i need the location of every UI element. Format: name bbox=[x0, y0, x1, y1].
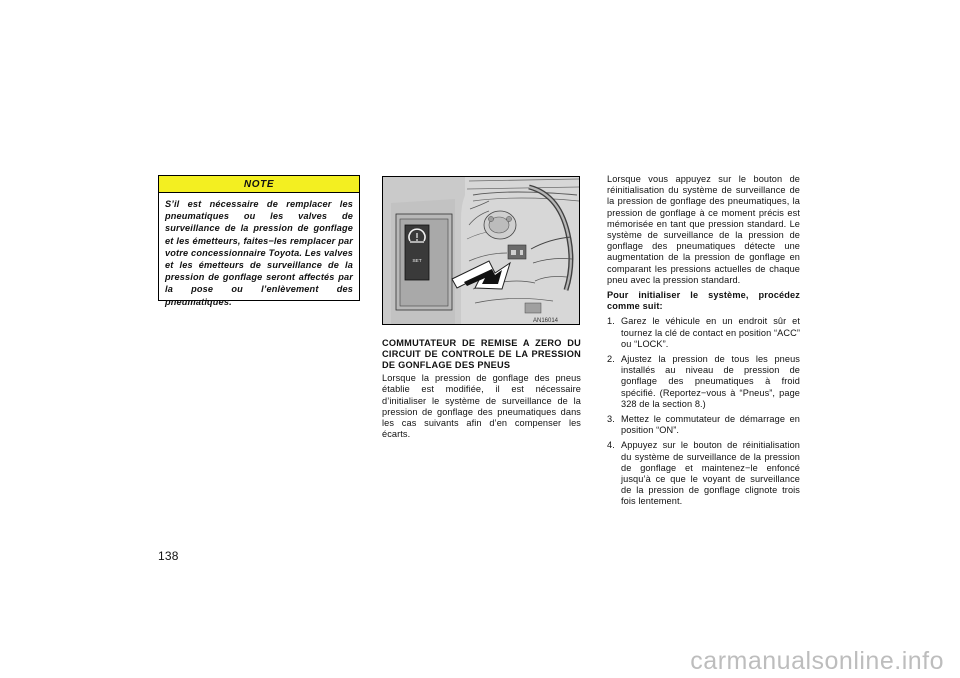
section-paragraph: Lorsque la pression de gonflage des pneus établie est modifiée, il est nécessaire d’initialiser le système de surveillance de la pression de gonflage des pneumatiques dans les cas suivants afin d’en compenser les écarts. bbox=[382, 373, 581, 440]
note-header: NOTE bbox=[159, 176, 359, 193]
dashboard-illustration bbox=[382, 176, 580, 325]
figure-code: AN16014 bbox=[533, 318, 559, 324]
intro-paragraph: Lorsque vous appuyez sur le bouton de réinitialisation du système de surveillance de la pression de gonflage des pneumatiques, la pression de gonflage à ce moment précis est mémorisée en tant que pression standard. Le système de surveillance de la pression de gonflage des pneumatiques détecte une augmentation de la pression de gonflage en comparant les pressions actuelles de chaque pneu avec la pression standard. bbox=[607, 174, 800, 285]
step-number: 4. bbox=[607, 440, 615, 451]
step-text: Ajustez la pression de tous les pneus installés au niveau de pression de gonflage des pneumatiques à froid spécifié. (Reportez−vous à “Pneus”, page 328 de la section 8.) bbox=[621, 354, 800, 409]
step-text: Mettez le commutateur de démarrage en position “ON”. bbox=[621, 414, 800, 436]
step-item bbox=[607, 354, 800, 410]
step-number: 3. bbox=[607, 414, 615, 425]
step-item bbox=[607, 440, 800, 507]
section-heading: COMMUTATEUR DE REMISE A ZERO DU CIRCUIT DE CONTROLE DE LA PRESSION DE GONFLAGE DES PNEUS bbox=[382, 338, 581, 370]
footer-watermark: carmanualsonline.info bbox=[690, 647, 944, 675]
steps-heading: Pour initialiser le système, procédez comme suit: bbox=[607, 290, 800, 312]
page-number: 138 bbox=[158, 549, 179, 563]
right-column bbox=[607, 174, 800, 508]
step-number: 1. bbox=[607, 316, 615, 327]
step-number: 2. bbox=[607, 354, 615, 365]
step-text: Appuyez sur le bouton de réinitialisation du système de surveillance de la pression de gonflage et maintenez−le enfoncé jusqu’à ce que le voyant de surveillance de la pression de gonflage clignote trois fois lentement. bbox=[621, 440, 800, 507]
note-text: S’il est nécessaire de remplacer les pneumatiques ou les valves de surveillance de la pression de gonflage et les émetteurs, faites−les remplacer par votre concessionnaire Toyota. Les valves et les émetteurs de surveillance de la pression de gonflage seront affectés par la pose ou l’enlèvement des pneumatiques. bbox=[165, 199, 353, 307]
note-box bbox=[158, 175, 360, 307]
illustration-svg bbox=[383, 177, 579, 324]
steps-list bbox=[607, 316, 800, 507]
set-button-label: SET bbox=[412, 259, 422, 264]
step-item bbox=[607, 316, 800, 350]
step-item bbox=[607, 414, 800, 436]
step-text: Garez le véhicule en un endroit sûr et tournez la clé de contact en position “ACC” ou “LOCK”. bbox=[621, 316, 800, 349]
